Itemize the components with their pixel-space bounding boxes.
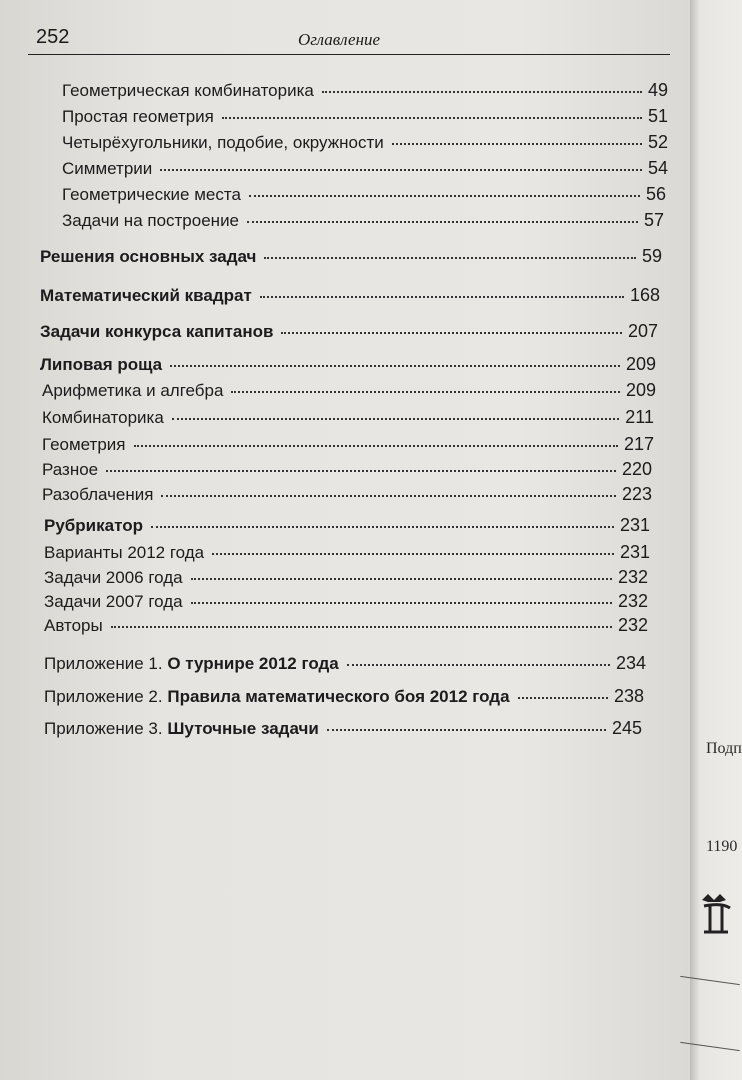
toc-entry[interactable] bbox=[44, 718, 642, 739]
dot-leader bbox=[161, 495, 615, 497]
publisher-logo-icon bbox=[694, 892, 740, 938]
dot-leader bbox=[111, 626, 612, 628]
toc-entry-page: 245 bbox=[611, 718, 642, 738]
toc-entry[interactable] bbox=[62, 184, 666, 205]
toc-entry-title: Решения основных задач bbox=[40, 247, 257, 266]
toc-entry-page: 238 bbox=[613, 686, 644, 706]
toc-entry[interactable] bbox=[62, 210, 664, 231]
toc-entry-title: Задачи 2007 года bbox=[44, 592, 183, 611]
dot-leader bbox=[134, 445, 618, 447]
toc-entry[interactable] bbox=[62, 158, 668, 179]
toc-entry-page: 220 bbox=[621, 459, 652, 479]
toc-entry-prefix: Приложение 1. bbox=[44, 654, 168, 673]
toc-entry-page: 56 bbox=[645, 184, 666, 204]
toc-entry[interactable] bbox=[62, 106, 668, 127]
toc-entry-page: 211 bbox=[625, 407, 654, 427]
toc-entry-title: Геометрические места bbox=[62, 185, 241, 204]
toc-entry-title bbox=[44, 687, 510, 707]
toc-entry[interactable] bbox=[40, 285, 660, 306]
dot-leader bbox=[264, 257, 636, 259]
toc-entry-title: Комбинаторика bbox=[42, 408, 164, 427]
toc-entry[interactable] bbox=[42, 380, 656, 401]
toc-entry-title bbox=[44, 719, 319, 739]
toc-entry[interactable] bbox=[42, 459, 652, 480]
dot-leader bbox=[392, 143, 642, 145]
page-number: 252 bbox=[36, 26, 70, 48]
toc-entry-title-text: О турнире 2012 года bbox=[167, 654, 339, 673]
toc-entry[interactable] bbox=[44, 653, 646, 674]
toc-entry-title: Геометрия bbox=[42, 435, 126, 454]
dot-leader bbox=[170, 365, 620, 367]
toc-entry[interactable] bbox=[42, 407, 654, 428]
toc-entry-page: 59 bbox=[641, 246, 662, 266]
toc-entry-title: Математический квадрат bbox=[40, 286, 252, 305]
toc-entry-title: Четырёхугольники, подобие, окружности bbox=[62, 133, 384, 152]
toc-entry-title: Авторы bbox=[44, 616, 103, 635]
toc-entry-title-text: Шуточные задачи bbox=[167, 719, 319, 738]
dot-leader bbox=[249, 195, 640, 197]
toc-entry[interactable] bbox=[40, 321, 658, 342]
toc-entry[interactable] bbox=[44, 615, 648, 636]
running-title: Оглавление bbox=[298, 30, 381, 49]
toc-entry-title: Симметрии bbox=[62, 159, 153, 178]
dot-leader bbox=[327, 729, 606, 731]
toc-entry-page: 223 bbox=[621, 484, 652, 504]
toc-entry-page: 57 bbox=[643, 210, 664, 230]
toc-entry-page: 232 bbox=[617, 567, 648, 587]
dot-leader bbox=[106, 470, 616, 472]
toc-entry-title: Арифметика и алгебра bbox=[42, 381, 224, 400]
toc-entry-page: 231 bbox=[619, 542, 650, 562]
toc-entry-title: Геометрическая комбинаторика bbox=[62, 81, 314, 100]
dot-leader bbox=[347, 664, 610, 666]
toc-entry-page: 232 bbox=[617, 591, 648, 611]
toc-entry-page: 51 bbox=[647, 106, 668, 126]
facing-page-text: Подп bbox=[706, 740, 742, 757]
toc-entry-title-text: Правила математического боя 2012 года bbox=[167, 687, 510, 706]
toc-entry[interactable] bbox=[62, 80, 668, 101]
toc-entry-page: 209 bbox=[625, 354, 656, 374]
toc-entry-title: Задачи 2006 года bbox=[44, 568, 183, 587]
toc-entry-page: 217 bbox=[623, 434, 654, 454]
toc-entry[interactable] bbox=[42, 484, 652, 505]
toc-entry[interactable] bbox=[44, 686, 644, 707]
toc-entry-page: 231 bbox=[619, 515, 650, 535]
dot-leader bbox=[222, 117, 642, 119]
toc-entry-page: 209 bbox=[625, 380, 656, 400]
toc-entry[interactable] bbox=[40, 354, 656, 375]
dot-leader bbox=[160, 169, 642, 171]
toc-entry-page: 52 bbox=[647, 132, 668, 152]
dot-leader bbox=[281, 332, 622, 334]
toc-entry-page: 54 bbox=[647, 158, 668, 178]
facing-page-number: 1190 bbox=[706, 838, 738, 855]
toc-entry-title: Липовая роща bbox=[40, 355, 163, 374]
toc-entry[interactable] bbox=[62, 132, 668, 153]
toc-entry-title: Простая геометрия bbox=[62, 107, 214, 126]
toc-entry-page: 232 bbox=[617, 615, 648, 635]
dot-leader bbox=[191, 602, 612, 604]
dot-leader bbox=[212, 553, 614, 555]
dot-leader bbox=[247, 221, 638, 223]
dot-leader bbox=[322, 91, 642, 93]
toc-entry-prefix: Приложение 2. bbox=[44, 687, 168, 706]
toc-entry-title: Разоблачения bbox=[42, 485, 154, 504]
dot-leader bbox=[191, 578, 612, 580]
toc-entry-page: 207 bbox=[627, 321, 658, 341]
dot-leader bbox=[260, 296, 624, 298]
toc-entry[interactable] bbox=[44, 567, 648, 588]
dot-leader bbox=[172, 418, 619, 420]
toc-entry[interactable] bbox=[44, 542, 650, 563]
toc-entry-prefix: Приложение 3. bbox=[44, 719, 168, 738]
dot-leader bbox=[151, 526, 614, 528]
toc-entry[interactable] bbox=[40, 246, 662, 267]
toc-entry-title bbox=[44, 654, 339, 674]
toc-entry-page: 168 bbox=[629, 285, 660, 305]
toc-entry-title: Рубрикатор bbox=[44, 516, 143, 535]
toc-entry[interactable] bbox=[44, 591, 648, 612]
toc-entry-title: Разное bbox=[42, 460, 99, 479]
toc-entry-title: Задачи на построение bbox=[62, 211, 240, 230]
toc-entry-page: 49 bbox=[647, 80, 668, 100]
page-header bbox=[28, 26, 670, 55]
toc-entry-title: Варианты 2012 года bbox=[44, 543, 205, 562]
toc-entry-title: Задачи конкурса капитанов bbox=[40, 322, 274, 341]
toc-entry[interactable] bbox=[42, 434, 654, 455]
toc-entry[interactable] bbox=[44, 515, 650, 536]
dot-leader bbox=[518, 697, 608, 699]
dot-leader bbox=[231, 391, 619, 393]
toc-entry-page: 234 bbox=[615, 653, 646, 673]
